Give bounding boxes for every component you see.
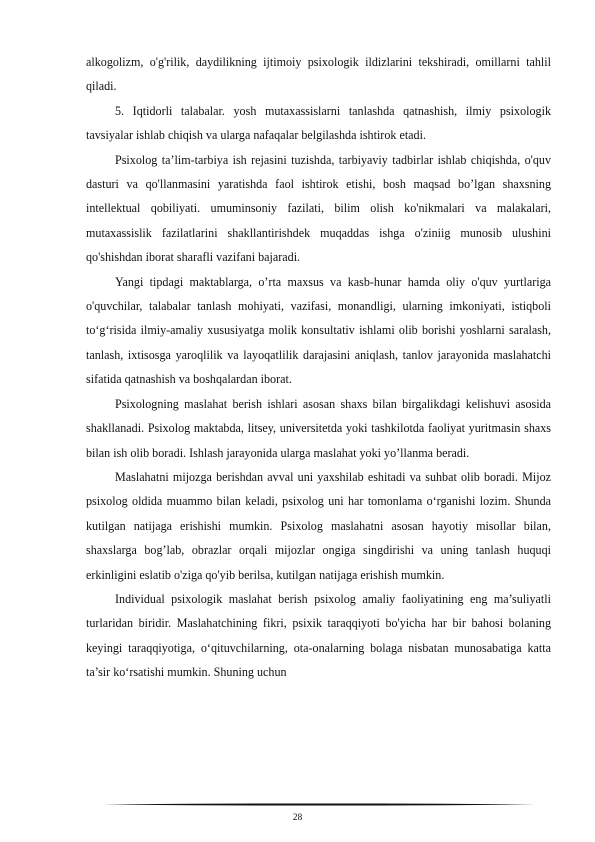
paragraph-gifted-students: 5. Iqtidorli talabalar. yosh mutaxassislarni tanlashda qatnashish, ilmiy psixologik tavsiyalar ishlab chiqish va ularga nafaqalar belgilashda ishtirok etadi. <box>86 103 551 143</box>
body-text <box>86 50 551 685</box>
paragraph-counseling: Psixologning maslahat berish ishlari asosan shaxs bilan birgalikdagi kelishuvi asosida shakllanadi. Psixolog maktabda, litsey, universitetda yoki tashkilotda faoliyat yuritmasin shaxs bilan ish olib boradi. Ishlash jarayonida ularga maslahat yoki yo’llanma beradi. <box>86 396 551 460</box>
paragraph-advice-process: Maslahatni mijozga berishdan avval uni yaxshilab eshitadi va suhbat olib boradi. Mijoz psixolog oldida muammo bilan keladi, psixolog uni har tomonlama o‘rganishi lozim. Shunda kutilgan natijaga erishishi mumkin. Psixolog maslahatni asosan hayotiy misollar bilan, shaxslarga bog’lab, obrazlar orqali mijozlar ongiga singdirishi va uning tanlash huquqi erkinligini eslatib o'ziga qo'yib berilsa, kutilgan natijaga erishish mumkin. <box>86 469 551 582</box>
paragraph-individual-counseling: Individual psixologik maslahat berish psixolog amaliy faoliyatining eng ma’suliyatli turlaridan biridir. Maslahatchining fikri, psixik taraqqiyoti bo'yicha har bir bahosi bolaning keyingi taraqqiyotiga, o‘qituvchilarning, ota-onalarning bolaga nisbatan munosabatiga katta ta’sir ko‘rsatishi mumkin. Shuning uchun <box>86 591 551 680</box>
paragraph-psychologist-role: Psixolog ta’lim-tarbiya ish rejasini tuzishda, tarbiyaviy tadbirlar ishlab chiqishda, o'quv dasturi va qo'llanmasini yaratishda faol ishtirok etishi, bosh maqsad bo’lgan shaxsning intellektual qobiliyati. umuminsoniy fazilati, bilim olish ko'nikmalari va malakalari, mutaxassislik fazilatlarini shakllantirishdek muqaddas ishga o'ziniig munosib ulushini qo'shishdan iborat sharafli vazifani bajaradi. <box>86 152 551 265</box>
paragraph-new-schools: Yangi tipdagi maktablarga, o’rta maxsus va kasb-hunar hamda oliy o'quv yurtlariga o'quvchilar, talabalar tanlash mohiyati, vazifasi, monandligi, ularning imkoniyati, istiqboli to‘g‘risida ilmiy-amaliy xususiyatga molik konsultativ ishlami olib borishi yoshlarni saralash, tanlash, ixtisosga yaroqlilik va layoqatlilik darajasini aniqlash, tanlov jarayonida maslahatchi sifatida qatnashish va boshqalardan iborat. <box>86 274 551 387</box>
paragraph-continuation: alkogolizm, o'g'rilik, daydilikning ijtimoiy psixologik ildizlarini tekshiradi, omillarni tahlil qiladi. <box>86 55 551 94</box>
page-number: 28 <box>292 813 303 823</box>
footer-divider <box>103 803 535 806</box>
